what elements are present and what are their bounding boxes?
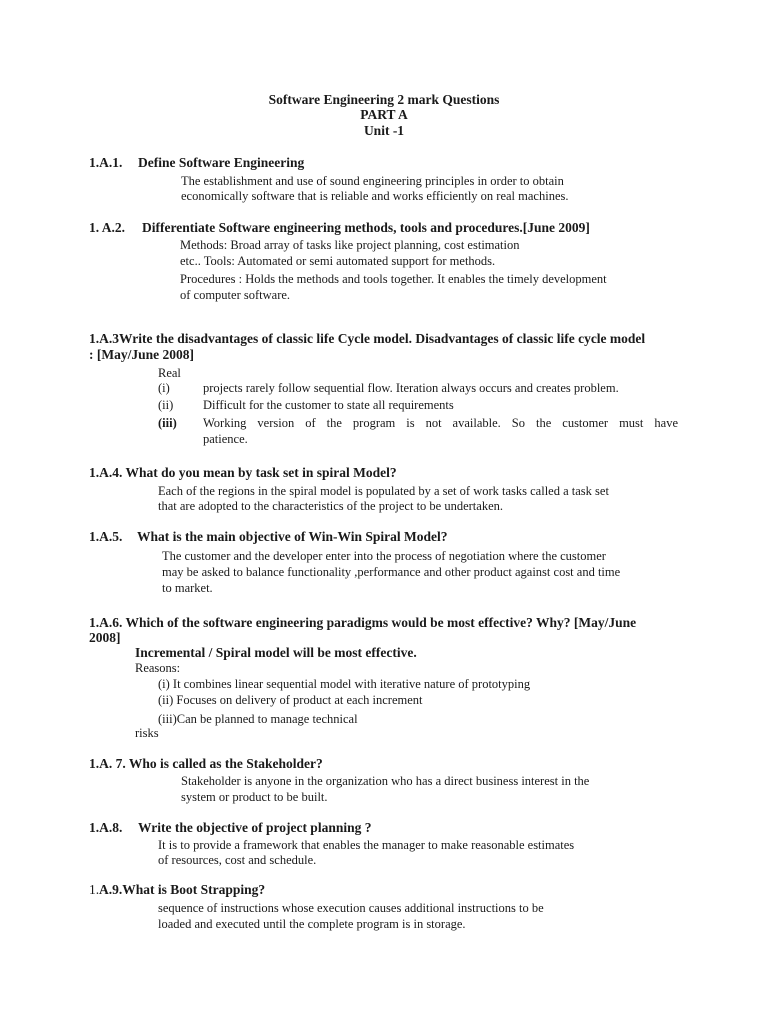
answer-line: system or product to be built. <box>181 790 328 804</box>
list-item-continuation: risks <box>135 726 159 740</box>
answer-line: etc.. Tools: Automated or semi automated support for methods. <box>180 254 496 268</box>
question-text: Differentiate Software engineering methods, tools and procedures.[June 2009] <box>142 220 590 235</box>
list-item-continuation: patience. <box>203 432 248 446</box>
answer-line: Procedures : Holds the methods and tools together. It enables the timely development <box>180 272 607 286</box>
question-text: 1.A.6. Which of the software engineering paradigms would be most effective? Why? [May/June <box>89 615 637 630</box>
question-text: 2008] <box>89 630 121 645</box>
question-number: 1. <box>89 882 100 897</box>
answer-line: Stakeholder is anyone in the organization who has a direct business interest in the <box>181 774 590 788</box>
answer-line: Each of the regions in the spiral model is populated by a set of work tasks called a task set <box>158 484 609 498</box>
answer-line: of computer software. <box>180 288 291 302</box>
question-number: 1.A.5. <box>89 529 123 544</box>
question-number: 1. A.2. <box>89 220 126 235</box>
list-item: (i) It combines linear sequential model with iterative nature of prototyping <box>158 677 531 691</box>
answer-line: economically software that is reliable and works efficiently on real machines. <box>181 189 569 203</box>
list-item: (iii)Can be planned to manage technical <box>158 712 358 726</box>
answer-line: sequence of instructions whose execution causes additional instructions to be <box>158 901 544 915</box>
list-marker: (i) <box>158 381 170 395</box>
answer-subheading: Incremental / Spiral model will be most effective. <box>135 645 417 660</box>
answer-line: The customer and the developer enter into the process of negotiation where the customer <box>162 549 606 563</box>
answer-line: may be asked to balance functionality ,performance and other product against cost and time <box>162 565 621 579</box>
answer-line: that are adopted to the characteristics of the project to be undertaken. <box>158 499 503 513</box>
list-item: Working version of the program is not available. So the customer must have <box>203 416 678 430</box>
unit-heading: Unit -1 <box>363 123 405 138</box>
answer-line: The establishment and use of sound engineering principles in order to obtain <box>181 174 564 188</box>
question-text: Define Software Engineering <box>138 155 305 170</box>
list-marker: (ii) <box>158 398 174 412</box>
question-number: 1.A.8. <box>89 820 123 835</box>
question-text: 1.A.3Write the disadvantages of classic life Cycle model. Disadvantages of classic life cycle model <box>89 331 646 346</box>
question-text: : [May/June 2008] <box>89 347 194 362</box>
list-item: projects rarely follow sequential flow. Iteration always occurs and creates problem. <box>203 381 619 395</box>
reasons-label: Reasons: <box>135 661 181 675</box>
answer-line: to market. <box>162 581 213 595</box>
question-text: A.9.What is Boot Strapping? <box>99 882 266 897</box>
list-marker: (iii) <box>158 416 177 430</box>
question-text: What is the main objective of Win-Win Spiral Model? <box>137 529 448 544</box>
list-item: (ii) Focuses on delivery of product at each increment <box>158 693 423 707</box>
answer-line: Methods: Broad array of tasks like project planning, cost estimation <box>180 238 520 252</box>
part-heading: PART A <box>360 107 408 122</box>
answer-line: It is to provide a framework that enables the manager to make reasonable estimates <box>158 838 575 852</box>
question-text: 1.A.4. What do you mean by task set in spiral Model? <box>89 465 397 480</box>
answer-line: of resources, cost and schedule. <box>158 853 317 867</box>
list-lead: Real <box>158 366 181 380</box>
question-text: Write the objective of project planning ? <box>138 820 372 835</box>
list-item: Difficult for the customer to state all requirements <box>203 398 454 412</box>
document-title: Software Engineering 2 mark Questions <box>268 92 500 107</box>
question-text: 1.A. 7. Who is called as the Stakeholder? <box>89 756 323 771</box>
question-number: 1.A.1. <box>89 155 123 170</box>
answer-line: loaded and executed until the complete program is in storage. <box>158 917 466 931</box>
